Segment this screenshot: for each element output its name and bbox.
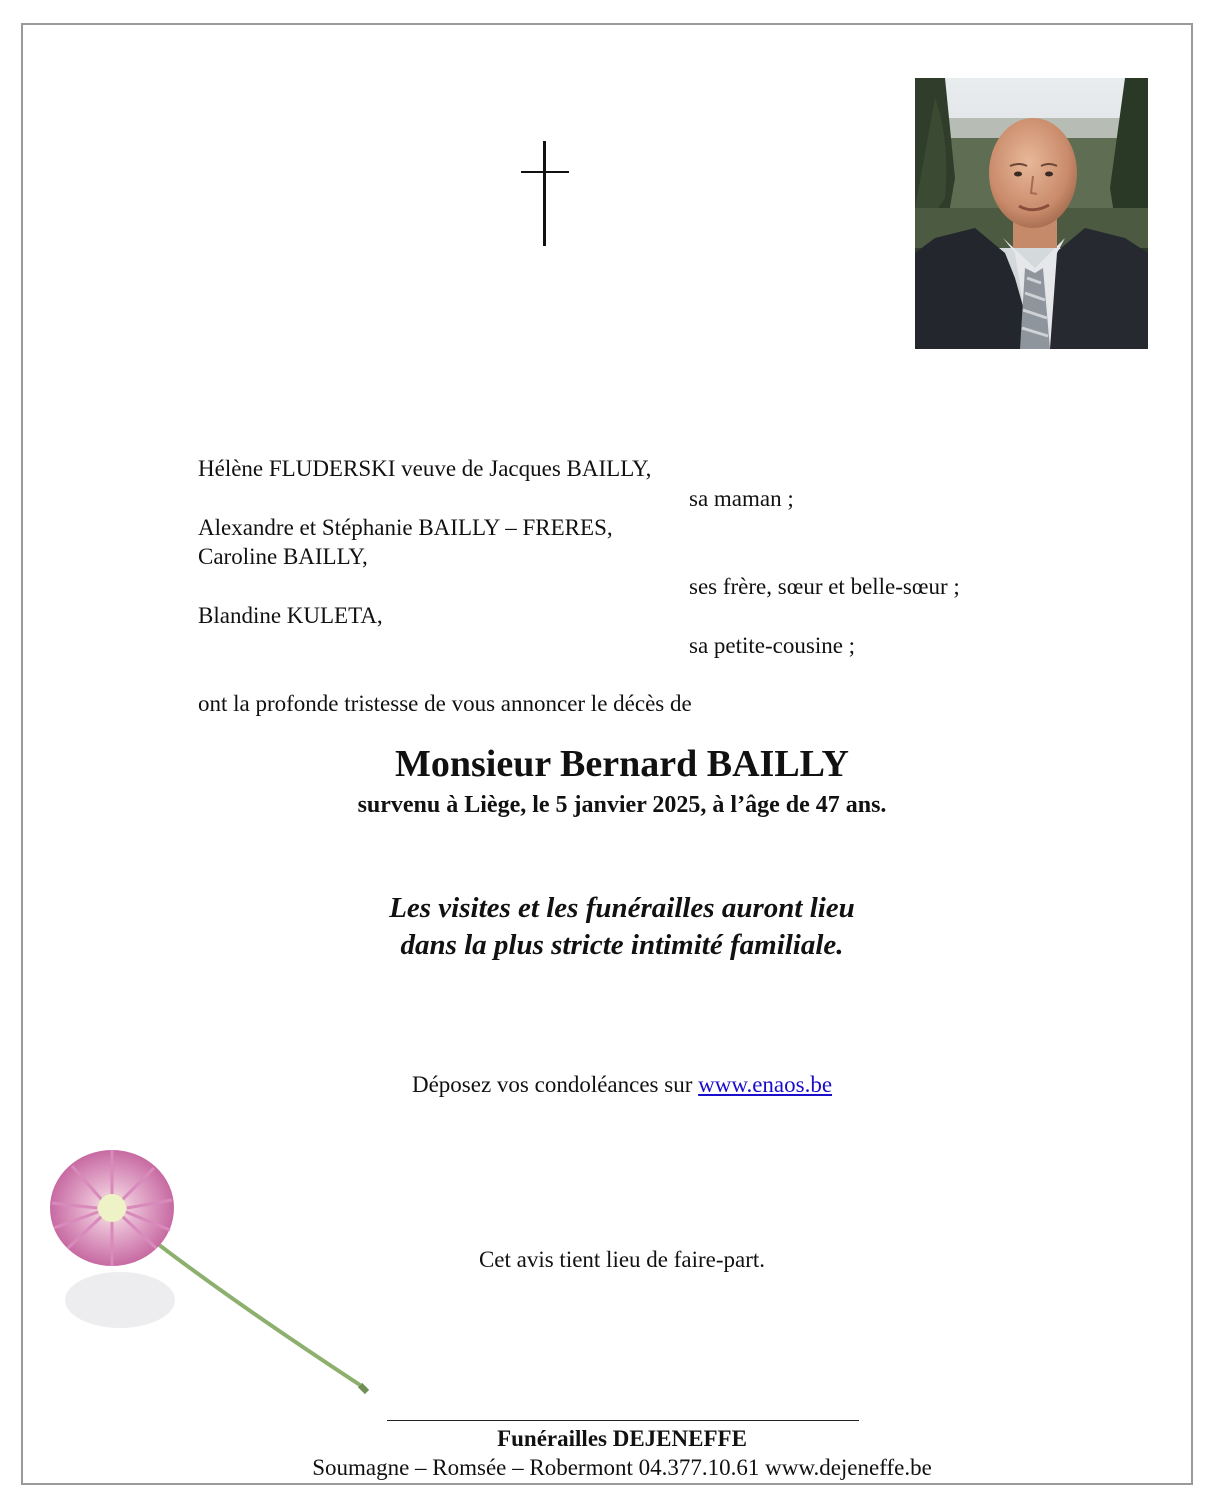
cross-icon [521, 141, 569, 246]
notice-line-2: dans la plus stricte intimité familiale. [400, 929, 844, 961]
deceased-details: survenu à Liège, le 5 janvier 2025, à l’âge de 47 ans. [357, 792, 887, 818]
condolences-link[interactable]: www.enaos.be [698, 1072, 833, 1097]
relation-mother: sa maman ; [689, 486, 794, 511]
funeral-home-address: Soumagne – Romsée – Robermont 04.377.10.61 www.dejeneffe.be [312, 1455, 932, 1480]
footer-divider [387, 1420, 859, 1421]
condolences-line [0, 1070, 1214, 1100]
relation-cousin: sa petite-cousine ; [689, 633, 856, 658]
announcement-text: ont la profonde tristesse de vous annoncer le décès de [198, 691, 692, 716]
deceased-name: Monsieur Bernard BAILLY [395, 743, 849, 785]
notice-line-1: Les visites et les funérailles auront lieu [389, 892, 855, 924]
relation-siblings: ses frère, sœur et belle-sœur ; [689, 574, 960, 599]
family-line-sister: Caroline BAILLY, [198, 544, 368, 569]
deceased-portrait [915, 78, 1148, 349]
family-line-cousin: Blandine KULETA, [198, 603, 383, 628]
funeral-home-name: Funérailles DEJENEFFE [497, 1426, 747, 1451]
family-line-mother: Hélène FLUDERSKI veuve de Jacques BAILLY, [198, 456, 652, 481]
condolences-text: Déposez vos condoléances sur [411, 1072, 693, 1097]
family-line-brother: Alexandre et Stéphanie BAILLY – FRERES, [198, 515, 613, 540]
flower-illustration [30, 1130, 370, 1420]
faire-part-note: Cet avis tient lieu de faire-part. [478, 1247, 766, 1272]
